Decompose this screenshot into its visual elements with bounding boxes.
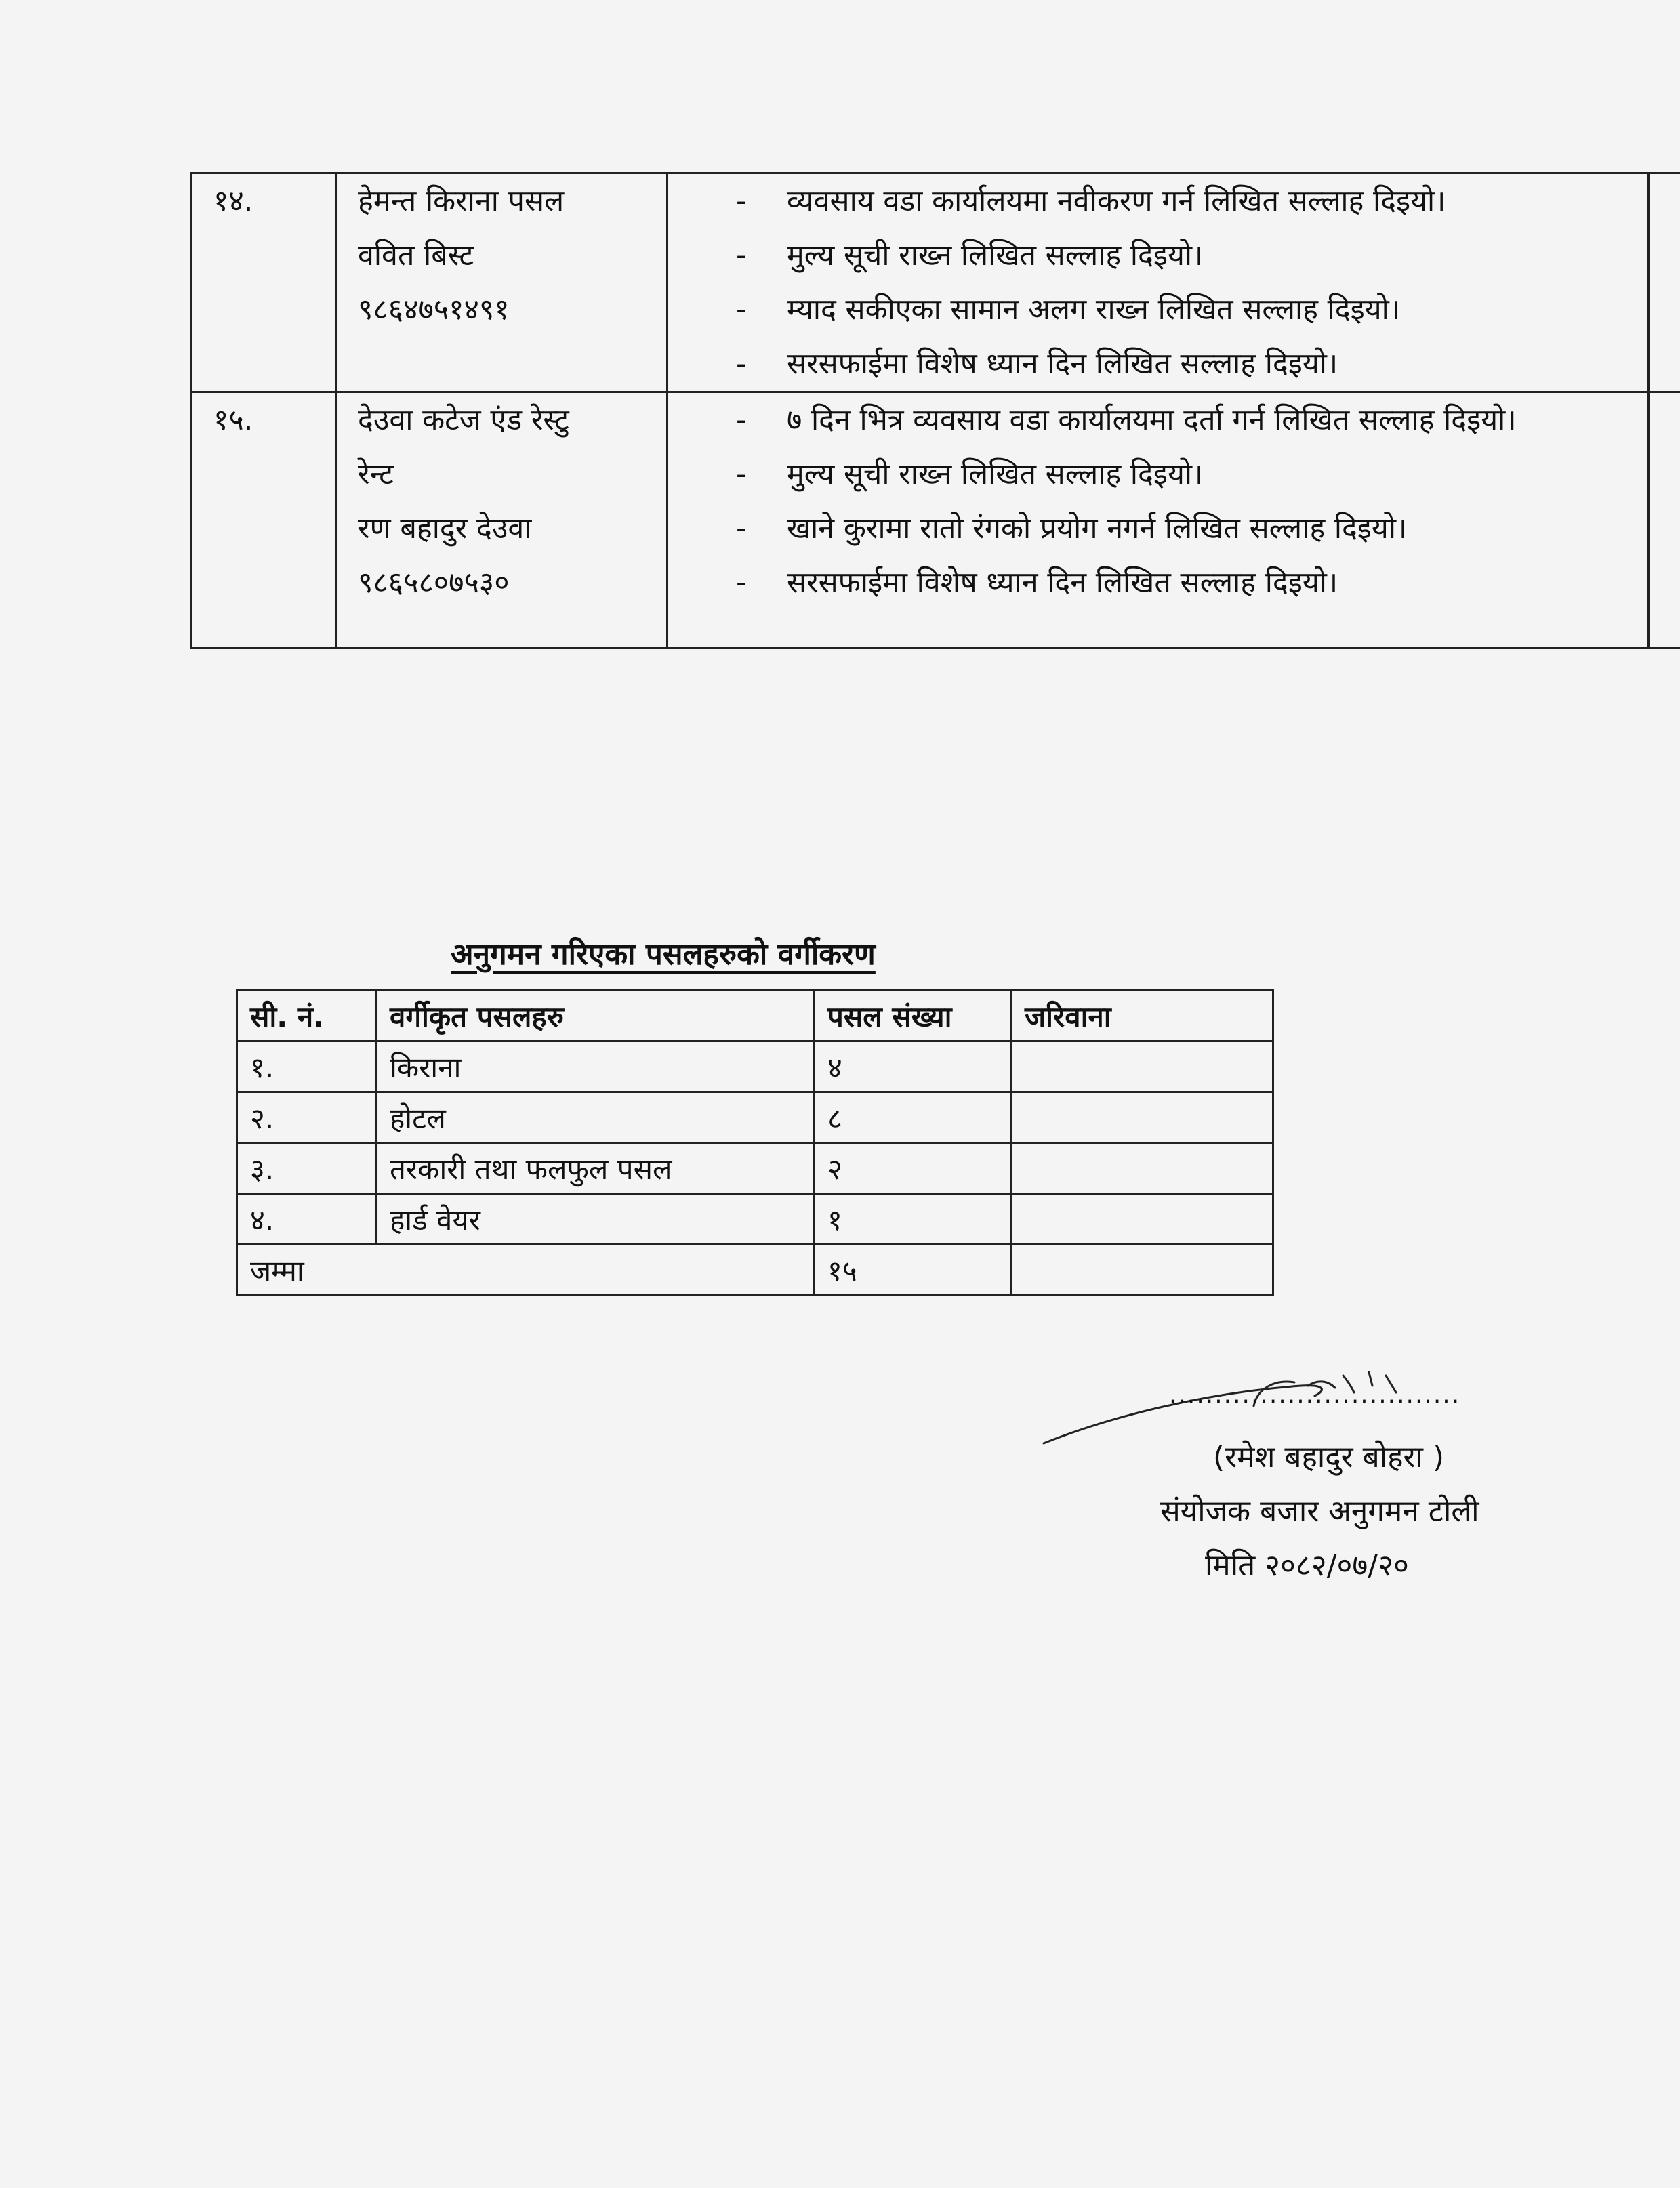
advice-list: [736, 393, 1647, 610]
signatory-role: संयोजक बजार अनुगमन टोली: [1160, 1494, 1479, 1529]
advice-cell: [668, 173, 1649, 392]
row-fine: [1012, 1194, 1273, 1245]
row-fine: [1012, 1143, 1273, 1194]
summary-row: [237, 1041, 1273, 1092]
total-count: १५: [815, 1245, 1012, 1296]
header-count: पसल संख्या: [815, 991, 1012, 1041]
row-count: ८: [815, 1092, 1012, 1143]
row-count: १: [815, 1194, 1012, 1245]
row-category: हार्ड वेयर: [377, 1194, 815, 1245]
row-category: किराना: [377, 1041, 815, 1092]
shop-name: हेमन्त किराना पसल: [358, 184, 565, 218]
inspection-table: [190, 172, 1680, 649]
total-label: जम्मा: [237, 1245, 815, 1296]
row-serial: १.: [237, 1041, 377, 1092]
row-category: तरकारी तथा फलफुल पसल: [377, 1143, 815, 1194]
shop-details: [337, 173, 668, 392]
advice-item: - मुल्य सूची राख्न लिखित सल्लाह दिइयो।: [736, 447, 1647, 501]
advice-item: - खाने कुरामा रातो रंगको प्रयोग नगर्न लिखित सल्लाह दिइयो।: [736, 501, 1647, 556]
signature-date: मिति २०८२/०७/२०: [1205, 1548, 1409, 1583]
shop-name: देउवा कटेज एंड रेस्टु: [358, 403, 569, 437]
advice-cell: [668, 392, 1649, 648]
owner-name: रण बहादुर देउवा: [358, 512, 532, 545]
advice-item: - मुल्य सूची राख्न लिखित सल्लाह दिइयो।: [736, 228, 1647, 283]
summary-total-row: [237, 1245, 1273, 1296]
row-fine: [1012, 1092, 1273, 1143]
row-count: ४: [815, 1041, 1012, 1092]
signatory-name: (रमेश बहादुर बोहरा ): [1213, 1440, 1445, 1474]
header-serial: सी. नं.: [237, 991, 377, 1041]
summary-row: [237, 1194, 1273, 1245]
phone-number: ९८६४७५१४९१: [358, 293, 510, 327]
shop-name-continued: रेन्ट: [358, 457, 394, 491]
row-fine: [1012, 1041, 1273, 1092]
header-category: वर्गीकृत पसलहरु: [377, 991, 815, 1041]
header-fine: जरिवाना: [1012, 991, 1273, 1041]
advice-list: [736, 174, 1647, 391]
summary-header-row: [237, 991, 1273, 1041]
summary-row: [237, 1143, 1273, 1194]
summary-row: [237, 1092, 1273, 1143]
owner-name: ववित बिस्ट: [358, 239, 474, 272]
advice-item: - सरसफाईमा विशेष ध्यान दिन लिखित सल्लाह दिइयो।: [736, 337, 1647, 391]
advice-item: - म्याद सकीएका सामान अलग राख्न लिखित सल्लाह दिइयो।: [736, 283, 1647, 337]
row-serial: ३.: [237, 1143, 377, 1194]
shop-details: [337, 392, 668, 648]
signature-line: ................................: [1169, 1381, 1461, 1409]
table-row: [191, 173, 1680, 392]
remark-cell: [1649, 173, 1680, 392]
advice-item: - व्यवसाय वडा कार्यालयमा नवीकरण गर्न लिखित सल्लाह दिइयो।: [736, 174, 1647, 228]
summary-table: [236, 989, 1274, 1296]
total-fine: [1012, 1245, 1273, 1296]
advice-item: - ७ दिन भित्र व्यवसाय वडा कार्यालयमा दर्ता गर्न लिखित सल्लाह दिइयो।: [736, 393, 1647, 447]
row-serial: २.: [237, 1092, 377, 1143]
table-row: [191, 392, 1680, 648]
row-count: २: [815, 1143, 1012, 1194]
advice-item: - सरसफाईमा विशेष ध्यान दिन लिखित सल्लाह दिइयो।: [736, 556, 1647, 610]
serial-number: १५.: [191, 392, 337, 648]
serial-number: १४.: [191, 173, 337, 392]
row-category: होटल: [377, 1092, 815, 1143]
summary-title: अनुगमन गरिएका पसलहरुको वर्गीकरण: [451, 937, 876, 972]
phone-number: ९८६५८०७५३०: [358, 566, 510, 600]
remark-cell: [1649, 392, 1680, 648]
row-serial: ४.: [237, 1194, 377, 1245]
